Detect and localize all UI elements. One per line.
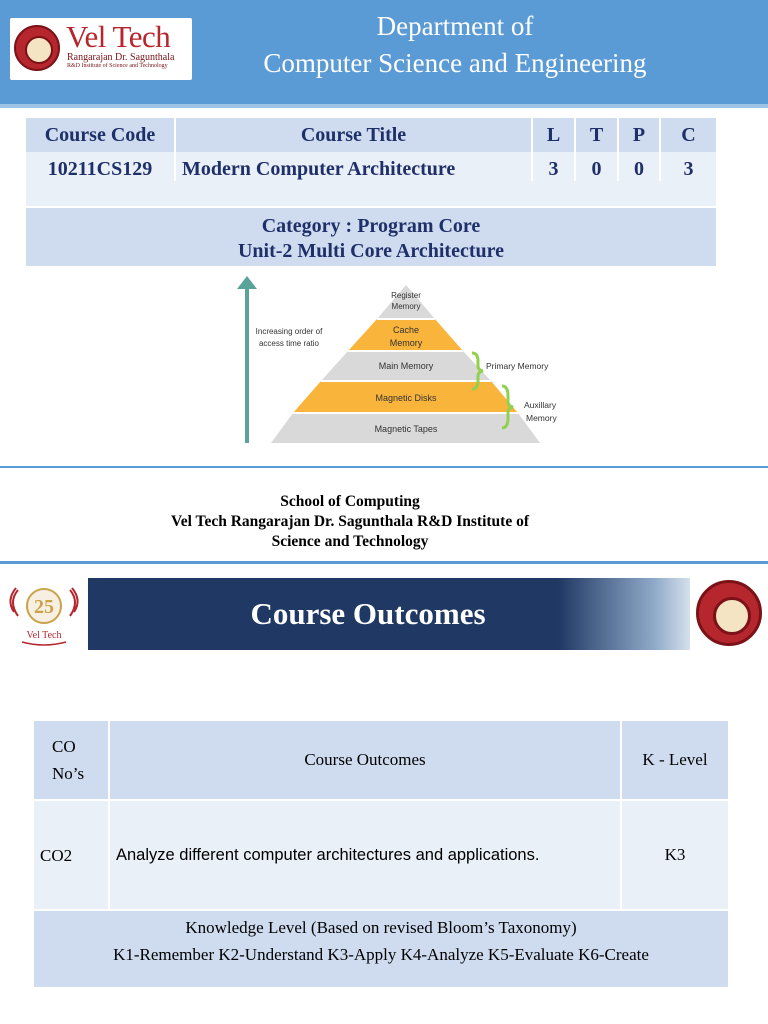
co-k-level: K3 <box>664 845 686 864</box>
course-p: 0 <box>619 152 661 181</box>
course-title: Modern Computer Architecture <box>176 152 533 181</box>
course-category <box>26 208 716 266</box>
level-cache-2: Memory <box>389 338 423 348</box>
ribbon-icon <box>22 642 66 645</box>
level-register-2: Memory <box>391 302 421 311</box>
level-disks: Magnetic Disks <box>375 393 437 403</box>
category-text: Category : Program Core <box>261 215 481 237</box>
university-seal-icon <box>14 25 60 71</box>
unit-text: Unit-2 Multi Core Architecture <box>237 240 505 262</box>
university-seal-icon <box>696 580 762 646</box>
aux-memory-label-1: Auxillary <box>524 400 557 410</box>
primary-memory-label: Primary Memory <box>486 361 549 371</box>
brand-name: Vel Tech <box>66 19 171 54</box>
header-divider <box>0 104 768 108</box>
school-line-3: Science and Technology <box>271 533 429 550</box>
header-co-no <box>34 721 110 799</box>
arrow-label-1: Increasing order of <box>255 327 323 336</box>
course-table-header <box>26 118 716 152</box>
department-line-2: Computer Science and Engineering <box>263 48 647 78</box>
header-course-code: Course Code <box>26 118 176 152</box>
section-divider <box>0 466 768 468</box>
slide2-top <box>0 564 768 576</box>
logo-number: 25 <box>34 596 54 618</box>
outcomes-table <box>34 721 728 987</box>
anniversary-logo <box>4 582 84 648</box>
course-t: 0 <box>576 152 619 181</box>
header-c: C <box>681 123 696 146</box>
arrow-label-2: access time ratio <box>258 339 320 348</box>
co-number: CO2 <box>34 801 110 909</box>
level-cache-1: Cache <box>392 325 420 335</box>
department-title <box>205 8 705 82</box>
header-co-line-1: CO <box>52 737 76 756</box>
outcomes-banner <box>88 578 690 650</box>
school-line-2: Vel Tech Rangarajan Dr. Sagunthala R&D Institute of <box>171 513 529 530</box>
memory-hierarchy-diagram <box>230 275 570 450</box>
header-t: T <box>576 118 619 152</box>
course-table <box>26 118 716 266</box>
header-k-level: K - Level <box>642 750 708 769</box>
knowledge-line-1: Knowledge Level (Based on revised Bloom’s Taxonomy) <box>185 918 577 937</box>
knowledge-line-2: K1-Remember K2-Understand K3-Apply K4-Analyze K5-Evaluate K6-Create <box>113 945 649 964</box>
table-row <box>34 801 728 909</box>
brand-subtitle-2: R&D Institute of Science and Technology <box>67 63 168 69</box>
co-outcome: Analyze different computer architectures and applications. <box>110 801 622 909</box>
header-p: P <box>619 118 661 152</box>
veltech-logo <box>10 18 192 80</box>
header-l: L <box>533 118 576 152</box>
level-main: Main Memory <box>378 361 434 371</box>
level-tapes: Magnetic Tapes <box>374 424 438 434</box>
header-co-line-2: No’s <box>52 764 85 783</box>
header-course-outcomes: Course Outcomes <box>110 721 622 799</box>
header-course-title: Course Title <box>176 118 533 152</box>
knowledge-level-note <box>34 911 728 987</box>
course-table-row <box>26 152 716 206</box>
department-line-1: Department of <box>376 11 534 41</box>
course-c: 3 <box>683 158 694 180</box>
school-line-1: School of Computing <box>280 493 420 510</box>
up-arrow-icon <box>237 276 257 443</box>
brand-subtitle: Rangarajan Dr. Sagunthala <box>67 52 175 63</box>
header-banner <box>0 0 768 104</box>
school-block <box>100 492 600 552</box>
level-register-1: Register <box>391 291 421 300</box>
aux-memory-label-2: Memory <box>526 413 557 423</box>
course-l: 3 <box>533 152 576 181</box>
outcomes-table-header <box>34 721 728 799</box>
course-code: 10211CS129 <box>26 152 176 181</box>
slide-title: Course Outcomes <box>250 596 486 631</box>
logo-text: Vel Tech <box>26 630 62 641</box>
